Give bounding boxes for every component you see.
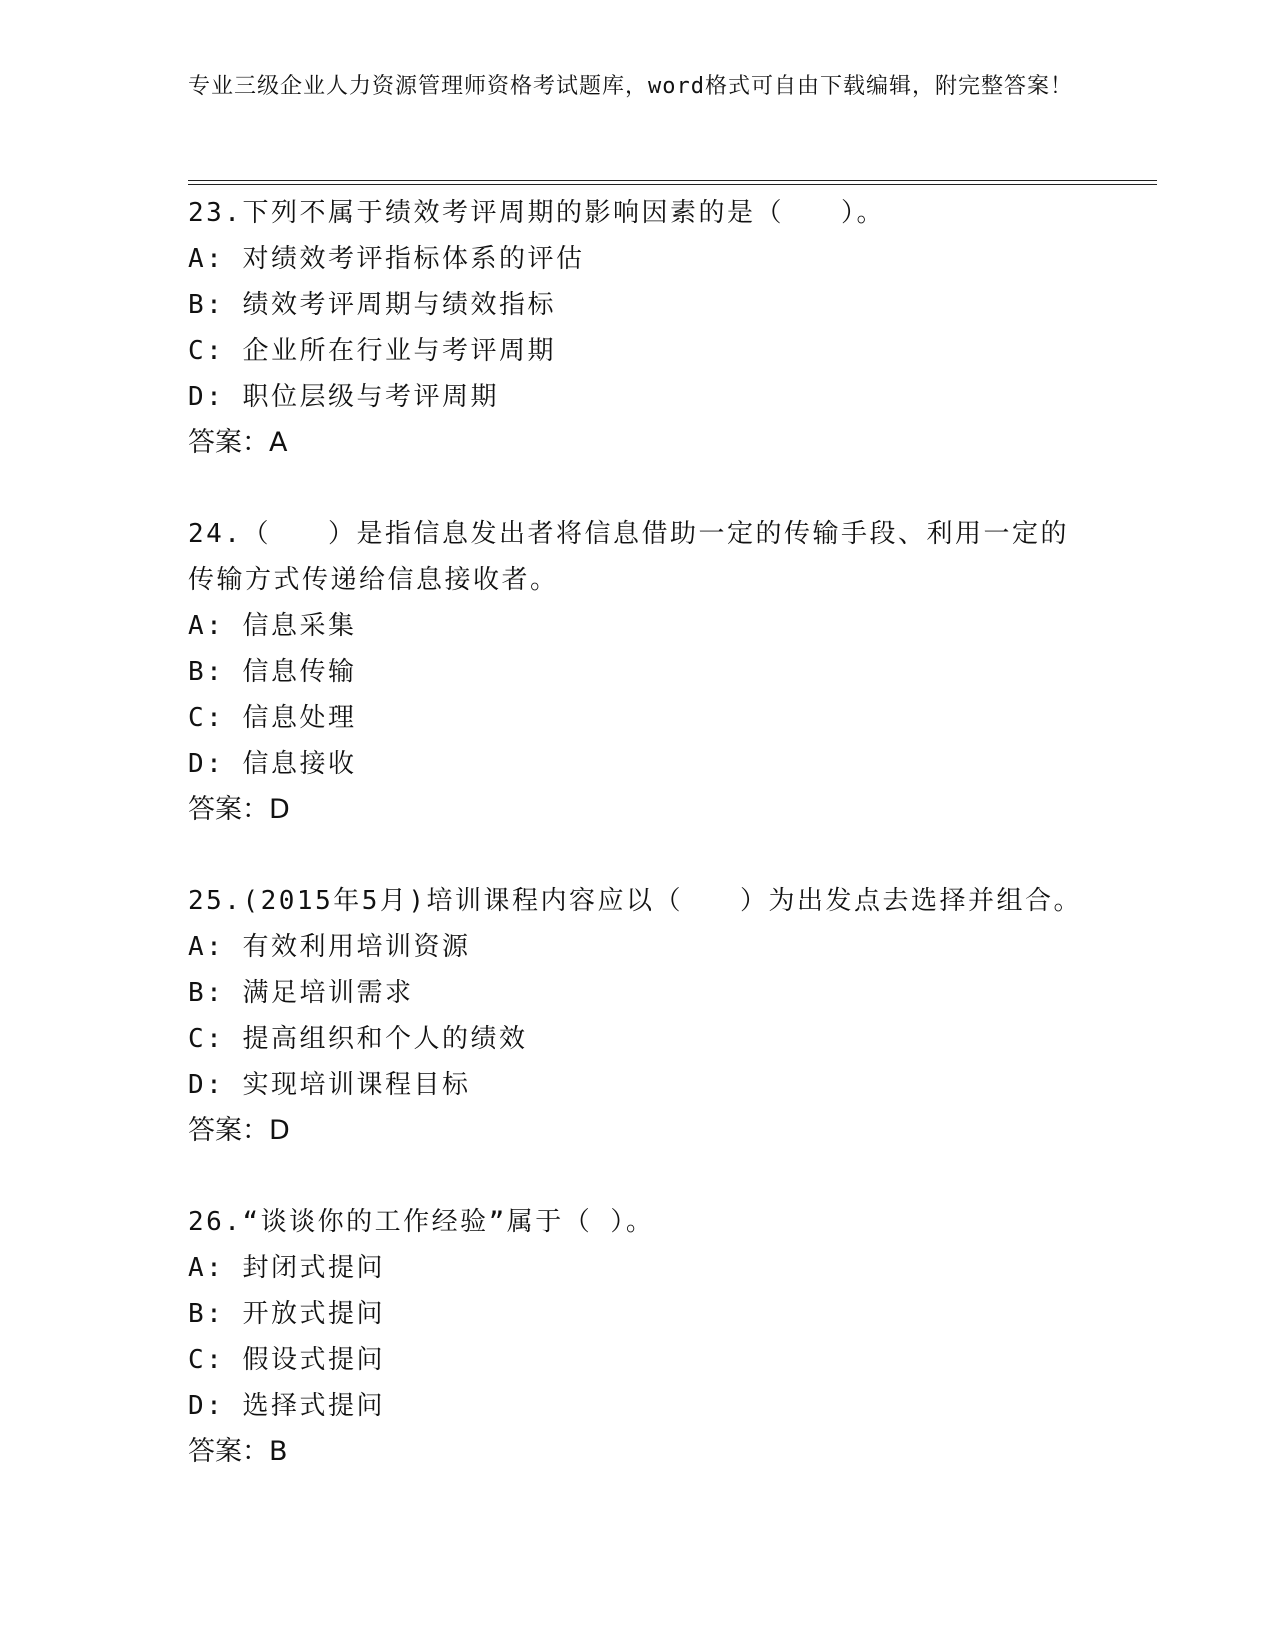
question-24	[188, 511, 1088, 833]
option-d: D: 实现培训课程目标	[188, 1070, 471, 1100]
question-25	[188, 878, 1088, 1154]
option-c: C: 企业所在行业与考评周期	[188, 336, 556, 366]
question-text: 24.（ ）是指信息发出者将信息借助一定的传输手段、利用一定的传输方式传递给信息接收者。	[188, 519, 1069, 595]
header-divider-bottom	[188, 184, 1157, 185]
option-a: A: 封闭式提问	[188, 1253, 385, 1283]
header-divider-top	[188, 180, 1157, 181]
option-b: B: 满足培训需求	[188, 978, 414, 1008]
option-b: B: 开放式提问	[188, 1299, 385, 1329]
option-c: C: 假设式提问	[188, 1345, 385, 1375]
option-b: B: 信息传输	[188, 657, 357, 687]
question-text: 26.“谈谈你的工作经验”属于（ ）。	[188, 1207, 655, 1237]
option-a: A: 信息采集	[188, 611, 357, 641]
option-d: D: 信息接收	[188, 749, 357, 779]
option-a: A: 对绩效考评指标体系的评估	[188, 244, 585, 274]
question-23	[188, 190, 1088, 466]
option-d: D: 选择式提问	[188, 1391, 385, 1421]
question-26	[188, 1199, 1088, 1475]
option-b: B: 绩效考评周期与绩效指标	[188, 290, 556, 320]
answer-line: 答案：A	[188, 427, 288, 458]
question-text: 25.(2015年5月)培训课程内容应以（ ）为出发点去选择并组合。	[188, 886, 1083, 916]
option-d: D: 职位层级与考评周期	[188, 382, 499, 412]
question-text: 23.下列不属于绩效考评周期的影响因素的是（ ）。	[188, 198, 885, 228]
question-list	[188, 190, 1088, 1520]
answer-line: 答案：B	[188, 1436, 288, 1467]
option-c: C: 提高组织和个人的绩效	[188, 1024, 528, 1054]
answer-line: 答案：D	[188, 1115, 290, 1146]
answer-line: 答案：D	[188, 794, 290, 825]
option-c: C: 信息处理	[188, 703, 357, 733]
document-header: 专业三级企业人力资源管理师资格考试题库，word格式可自由下载编辑，附完整答案！	[188, 74, 1073, 99]
option-a: A: 有效利用培训资源	[188, 932, 471, 962]
